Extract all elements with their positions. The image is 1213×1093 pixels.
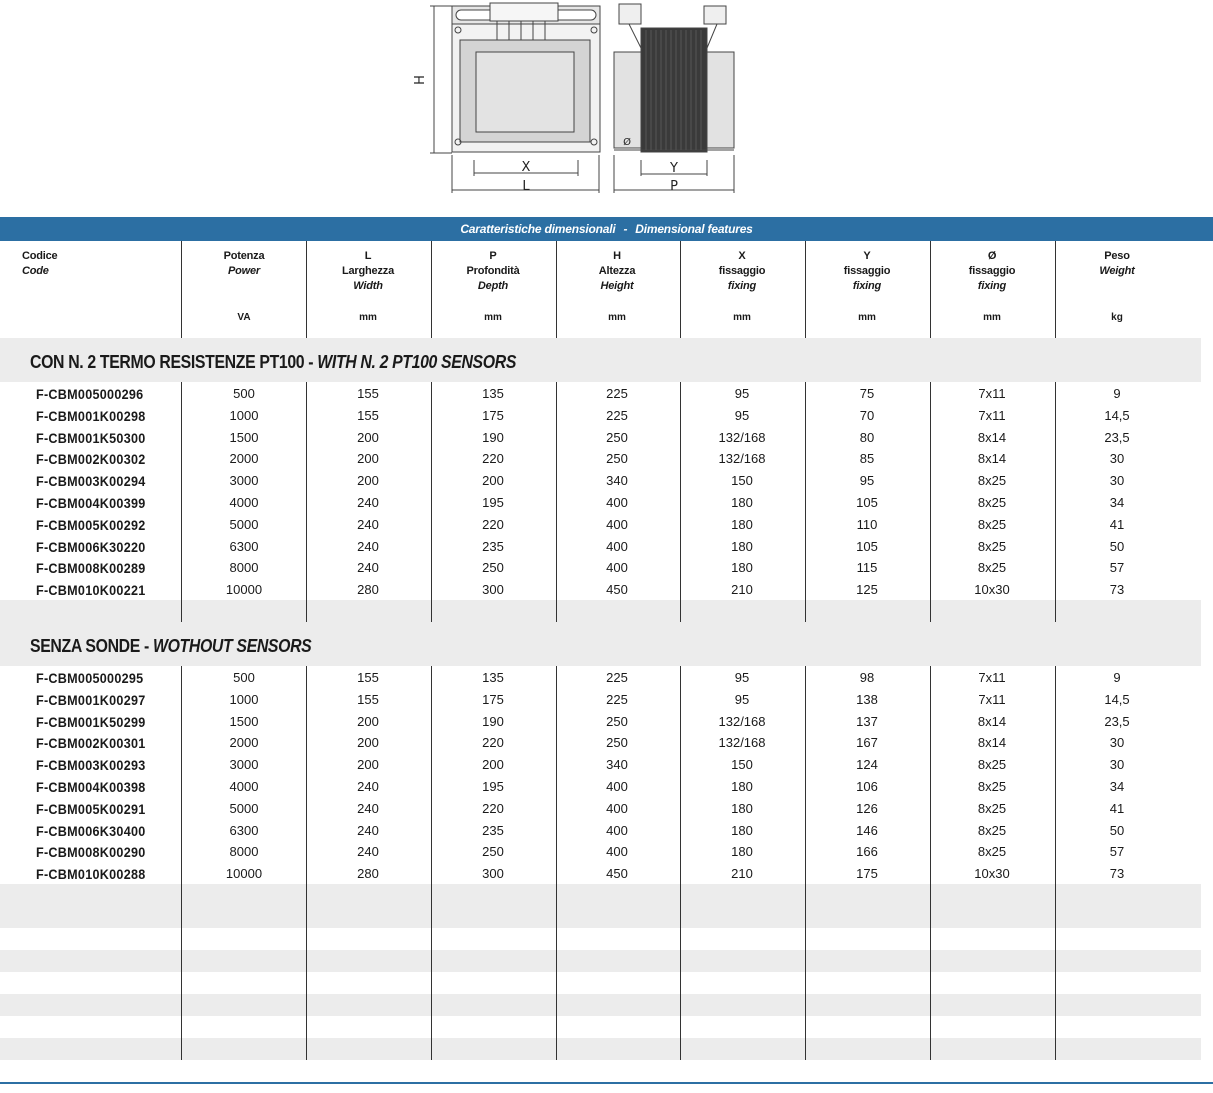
table-cell: 155 [357, 386, 379, 401]
product-code: F-CBM002K00301 [36, 735, 146, 752]
column-unit: mm [359, 312, 377, 323]
column-divider [805, 241, 806, 338]
table-cell: 57 [1109, 560, 1125, 576]
table-cell: 1000 [229, 691, 259, 707]
column-unit: mm [484, 312, 502, 323]
table-cell: 126 [856, 800, 878, 816]
table-cell: 7x11 [978, 386, 1006, 401]
table-cell: 400 [606, 538, 628, 554]
table-cell: 450 [606, 582, 628, 598]
table-cell: 250 [482, 844, 504, 860]
table-cell: 8x14 [977, 451, 1007, 467]
table-cell: 400 [606, 495, 628, 510]
table-cell: 225 [606, 670, 628, 685]
table-cell: 240 [357, 538, 379, 554]
column-divider [556, 241, 557, 338]
product-code: F-CBM008K00290 [36, 844, 146, 861]
table-cell: 95 [734, 670, 750, 685]
table-cell: 225 [606, 691, 628, 707]
section-title [30, 636, 311, 657]
column-header-english: Power [227, 265, 260, 277]
column-header-title: Peso [1104, 250, 1130, 262]
table-row [0, 732, 1201, 754]
table-cell: 146 [856, 822, 878, 838]
table-cell: 3000 [229, 473, 259, 489]
table-cell: 220 [482, 800, 504, 816]
table-cell: 500 [233, 386, 255, 401]
table-row [0, 514, 1201, 536]
column-unit: kg [1111, 312, 1123, 323]
table-cell: 105 [856, 495, 878, 510]
table-cell: 400 [606, 822, 628, 838]
table-cell: 250 [482, 560, 504, 576]
column-header-english: Depth [477, 280, 509, 292]
table-cell: 10000 [225, 582, 263, 598]
table-cell: 240 [357, 800, 379, 816]
table-cell: 4000 [229, 779, 259, 794]
product-code: F-CBM010K00221 [36, 582, 146, 599]
table-cell: 41 [1109, 800, 1125, 816]
column-header [932, 249, 1052, 294]
bottom-rule [0, 1082, 1213, 1084]
table-cell: 6300 [229, 822, 259, 838]
table-cell: 210 [731, 866, 753, 882]
table-cell: 200 [357, 451, 379, 467]
table-cell: 7x11 [978, 670, 1006, 685]
table-cell: 175 [482, 407, 504, 423]
column-header-title: Ø [987, 250, 997, 262]
column-divider [431, 241, 432, 338]
table-cell: 50 [1109, 538, 1125, 554]
table-cell: 5000 [229, 516, 259, 532]
dim-h-label: H [413, 75, 428, 85]
table-cell: 180 [731, 516, 753, 532]
table-cell: 240 [357, 844, 379, 860]
table-row [0, 754, 1201, 776]
table-cell: 200 [357, 429, 379, 445]
table-cell: 300 [482, 866, 504, 882]
table-cell: 73 [1109, 866, 1125, 882]
table-cell: 8x25 [977, 757, 1007, 773]
table-cell: 95 [734, 386, 750, 401]
dim-l-label: L [522, 179, 530, 194]
band-title-separator: - [623, 222, 628, 236]
section-title-en: WITH N. 2 PT100 SENSORS [317, 352, 517, 372]
table-cell: 6300 [229, 538, 259, 554]
section-title-en: WOTHOUT SENSORS [152, 636, 312, 656]
table-cell: 8x25 [977, 473, 1007, 489]
table-cell: 5000 [229, 800, 259, 816]
table-cell: 9 [1113, 670, 1121, 685]
table-cell: 235 [482, 538, 504, 554]
table-cell: 115 [856, 560, 878, 576]
column-header-title: L [364, 250, 372, 262]
table-cell: 30 [1109, 473, 1125, 489]
front-view [430, 3, 600, 193]
column-header-english: Code [22, 265, 49, 277]
table-cell: 2000 [229, 451, 259, 467]
table-cell: 10x30 [974, 582, 1010, 598]
product-code: F-CBM010K00288 [36, 866, 146, 883]
column-header-subtitle: fissaggio [843, 265, 891, 277]
table-cell: 220 [482, 451, 504, 467]
product-code: F-CBM006K30220 [36, 538, 146, 555]
table-cell: 4000 [229, 495, 259, 510]
table-cell: 250 [606, 429, 628, 445]
column-unit: mm [858, 312, 876, 323]
product-code: F-CBM002K00302 [36, 451, 146, 468]
table-row [0, 776, 1201, 798]
column-divider [181, 241, 182, 338]
table-cell: 220 [482, 516, 504, 532]
table-cell: 220 [482, 735, 504, 751]
column-header-title: X [738, 250, 746, 262]
column-header [1057, 249, 1177, 279]
table-cell: 10000 [225, 866, 263, 882]
table-cell: 200 [357, 735, 379, 751]
table-cell: 400 [606, 844, 628, 860]
table-cell: 106 [856, 779, 878, 794]
table-cell: 8x25 [977, 844, 1007, 860]
table-cell: 14,5 [1104, 407, 1130, 423]
dimensional-features-band [0, 217, 1213, 241]
table-row [0, 579, 1201, 601]
table-cell: 95 [734, 691, 750, 707]
table-cell: 70 [859, 407, 875, 423]
table-cell: 1500 [229, 429, 259, 445]
table-cell: 240 [357, 516, 379, 532]
table-cell: 200 [357, 713, 379, 729]
table-cell: 195 [482, 779, 504, 794]
column-unit: mm [733, 312, 751, 323]
table-cell: 30 [1109, 757, 1125, 773]
table-cell: 30 [1109, 735, 1125, 751]
table-cell: 340 [606, 757, 628, 773]
section-title [30, 352, 516, 373]
column-header-english: fixing [977, 280, 1007, 292]
table-row [0, 536, 1201, 558]
dim-d-label: Ø [623, 137, 631, 148]
product-code: F-CBM001K00298 [36, 407, 146, 424]
table-cell: 135 [482, 386, 504, 401]
table-row [0, 492, 1201, 514]
table-cell: 400 [606, 800, 628, 816]
table-cell: 34 [1109, 495, 1125, 510]
table-cell: 23,5 [1104, 429, 1130, 445]
table-cell: 8000 [229, 560, 259, 576]
table-cell: 250 [606, 713, 628, 729]
column-header-english: Height [600, 280, 634, 292]
table-cell: 124 [856, 757, 878, 773]
table-cell: 200 [482, 473, 504, 489]
product-code: F-CBM005K00292 [36, 516, 146, 533]
table-cell: 1500 [229, 713, 259, 729]
table-cell: 1000 [229, 407, 259, 423]
product-code: F-CBM003K00293 [36, 757, 146, 774]
product-code: F-CBM004K00398 [36, 779, 146, 795]
table-cell: 500 [233, 670, 255, 685]
table-cell: 450 [606, 866, 628, 882]
product-code: F-CBM005000295 [36, 670, 144, 686]
table-cell: 155 [357, 691, 379, 707]
table-cell: 80 [859, 429, 875, 445]
table-row [0, 798, 1201, 820]
table-cell: 8x25 [977, 495, 1007, 510]
table-cell: 225 [606, 407, 628, 423]
column-header-english: fixing [727, 280, 757, 292]
table-cell: 57 [1109, 844, 1125, 860]
table-row [0, 711, 1201, 733]
table-cell: 132/168 [718, 735, 766, 751]
table-cell: 8000 [229, 844, 259, 860]
table-cell: 240 [357, 822, 379, 838]
table-row [0, 448, 1201, 470]
table-cell: 240 [357, 495, 379, 510]
table-cell: 180 [731, 800, 753, 816]
column-header [433, 249, 553, 294]
table-cell: 210 [731, 582, 753, 598]
column-header-subtitle: fissaggio [718, 265, 766, 277]
table-row [0, 841, 1201, 863]
column-header [807, 249, 927, 294]
column-header-subtitle: Profondità [466, 265, 520, 277]
table-cell: 250 [606, 735, 628, 751]
product-code: F-CBM004K00399 [36, 495, 146, 511]
table-cell: 30 [1109, 451, 1125, 467]
table-cell: 8x25 [977, 538, 1007, 554]
table-cell: 7x11 [978, 691, 1006, 707]
table-cell: 190 [482, 713, 504, 729]
table-cell: 135 [482, 670, 504, 685]
product-code: F-CBM005K00291 [36, 800, 146, 817]
column-header-subtitle: Larghezza [342, 265, 394, 277]
table-cell: 250 [606, 451, 628, 467]
product-code: F-CBM003K00294 [36, 473, 146, 490]
section-title-it: CON N. 2 TERMO RESISTENZE PT100 - [30, 352, 318, 372]
table-cell: 2000 [229, 735, 259, 751]
column-divider [1055, 241, 1056, 338]
product-code: F-CBM001K50299 [36, 713, 146, 730]
table-cell: 95 [734, 407, 750, 423]
table-cell: 150 [731, 757, 753, 773]
table-cell: 8x25 [977, 779, 1007, 794]
table-cell: 180 [731, 495, 753, 510]
table-cell: 175 [482, 691, 504, 707]
table-cell: 41 [1109, 516, 1125, 532]
table-row [0, 383, 1201, 405]
table-cell: 200 [482, 757, 504, 773]
table-cell: 137 [856, 713, 878, 729]
column-header-subtitle: fissaggio [968, 265, 1016, 277]
table-cell: 8x25 [977, 560, 1007, 576]
table-cell: 132/168 [718, 429, 766, 445]
table-cell: 85 [859, 451, 875, 467]
column-unit: mm [983, 312, 1001, 323]
column-header [557, 249, 677, 294]
table-cell: 8x25 [977, 516, 1007, 532]
column-header [308, 249, 428, 294]
table-row [0, 667, 1201, 689]
table-cell: 34 [1109, 779, 1125, 794]
table-cell: 180 [731, 779, 753, 794]
dim-x-label: X [521, 160, 531, 175]
table-cell: 138 [856, 691, 878, 707]
table-cell: 200 [357, 473, 379, 489]
table-cell: 3000 [229, 757, 259, 773]
table-cell: 23,5 [1104, 713, 1130, 729]
table-cell: 98 [859, 670, 875, 685]
table-cell: 235 [482, 822, 504, 838]
table-cell: 400 [606, 560, 628, 576]
table-cell: 225 [606, 386, 628, 401]
column-header [682, 249, 802, 294]
column-unit: VA [237, 312, 251, 323]
table-cell: 300 [482, 582, 504, 598]
product-code: F-CBM001K00297 [36, 691, 146, 708]
table-cell: 175 [856, 866, 878, 882]
table-cell: 8x25 [977, 800, 1007, 816]
column-divider [306, 241, 307, 338]
column-divider [930, 241, 931, 338]
dim-p-label: P [670, 179, 678, 194]
table-row [0, 427, 1201, 449]
table-cell: 280 [357, 866, 379, 882]
table-cell: 200 [357, 757, 379, 773]
table-cell: 125 [856, 582, 878, 598]
table-cell: 180 [731, 822, 753, 838]
dim-y-label: Y [670, 161, 678, 176]
table-cell: 95 [859, 473, 875, 489]
table-cell: 155 [357, 670, 379, 685]
table-row [0, 557, 1201, 579]
column-header-title: Y [863, 250, 871, 262]
table-cell: 400 [606, 516, 628, 532]
table-cell: 132/168 [718, 451, 766, 467]
column-header-title: Codice [22, 250, 58, 262]
table-cell: 132/168 [718, 713, 766, 729]
table-cell: 10x30 [974, 866, 1010, 882]
column-divider [680, 241, 681, 338]
table-cell: 8x14 [977, 429, 1007, 445]
table-cell: 167 [856, 735, 878, 751]
table-cell: 7x11 [978, 407, 1006, 423]
table-cell: 240 [357, 779, 379, 794]
table-cell: 180 [731, 844, 753, 860]
table-cell: 75 [859, 386, 875, 401]
table-cell: 8x25 [977, 822, 1007, 838]
column-header-english: Weight [1099, 265, 1135, 277]
column-header-english: Width [353, 280, 383, 292]
table-row [0, 405, 1201, 427]
table-cell: 180 [731, 560, 753, 576]
product-code: F-CBM008K00289 [36, 560, 146, 577]
column-header [184, 249, 304, 279]
table-row [0, 863, 1201, 885]
table-cell: 155 [357, 407, 379, 423]
table-cell: 280 [357, 582, 379, 598]
column-header-subtitle: Altezza [598, 265, 636, 277]
column-header [22, 249, 57, 279]
column-header-title: P [489, 250, 497, 262]
section-title-it: SENZA SONDE - [30, 636, 153, 656]
band-title-en: Dimensional features [635, 222, 753, 236]
table-cell: 400 [606, 779, 628, 794]
table-cell: 195 [482, 495, 504, 510]
table-cell: 14,5 [1104, 691, 1130, 707]
column-header-title: Potenza [223, 250, 265, 262]
band-title-it: Caratteristiche dimensionali [460, 222, 616, 236]
table-cell: 8x14 [977, 735, 1007, 751]
transformer-drawing [0, 0, 1213, 200]
column-header-english: fixing [852, 280, 882, 292]
table-row [0, 820, 1201, 842]
table-row [0, 689, 1201, 711]
table-cell: 240 [357, 560, 379, 576]
product-code: F-CBM005000296 [36, 386, 144, 402]
table-cell: 50 [1109, 822, 1125, 838]
table-cell: 340 [606, 473, 628, 489]
column-header-title: H [613, 250, 621, 262]
table-cell: 166 [856, 844, 878, 860]
table-cell: 105 [856, 538, 878, 554]
table-cell: 9 [1113, 386, 1121, 401]
table-cell: 150 [731, 473, 753, 489]
product-code: F-CBM001K50300 [36, 429, 146, 446]
table-cell: 8x14 [977, 713, 1007, 729]
table-cell: 190 [482, 429, 504, 445]
table-cell: 180 [731, 538, 753, 554]
table-cell: 73 [1109, 582, 1125, 598]
column-unit: mm [608, 312, 626, 323]
table-row [0, 470, 1201, 492]
product-code: F-CBM006K30400 [36, 822, 146, 839]
table-cell: 110 [856, 516, 878, 532]
